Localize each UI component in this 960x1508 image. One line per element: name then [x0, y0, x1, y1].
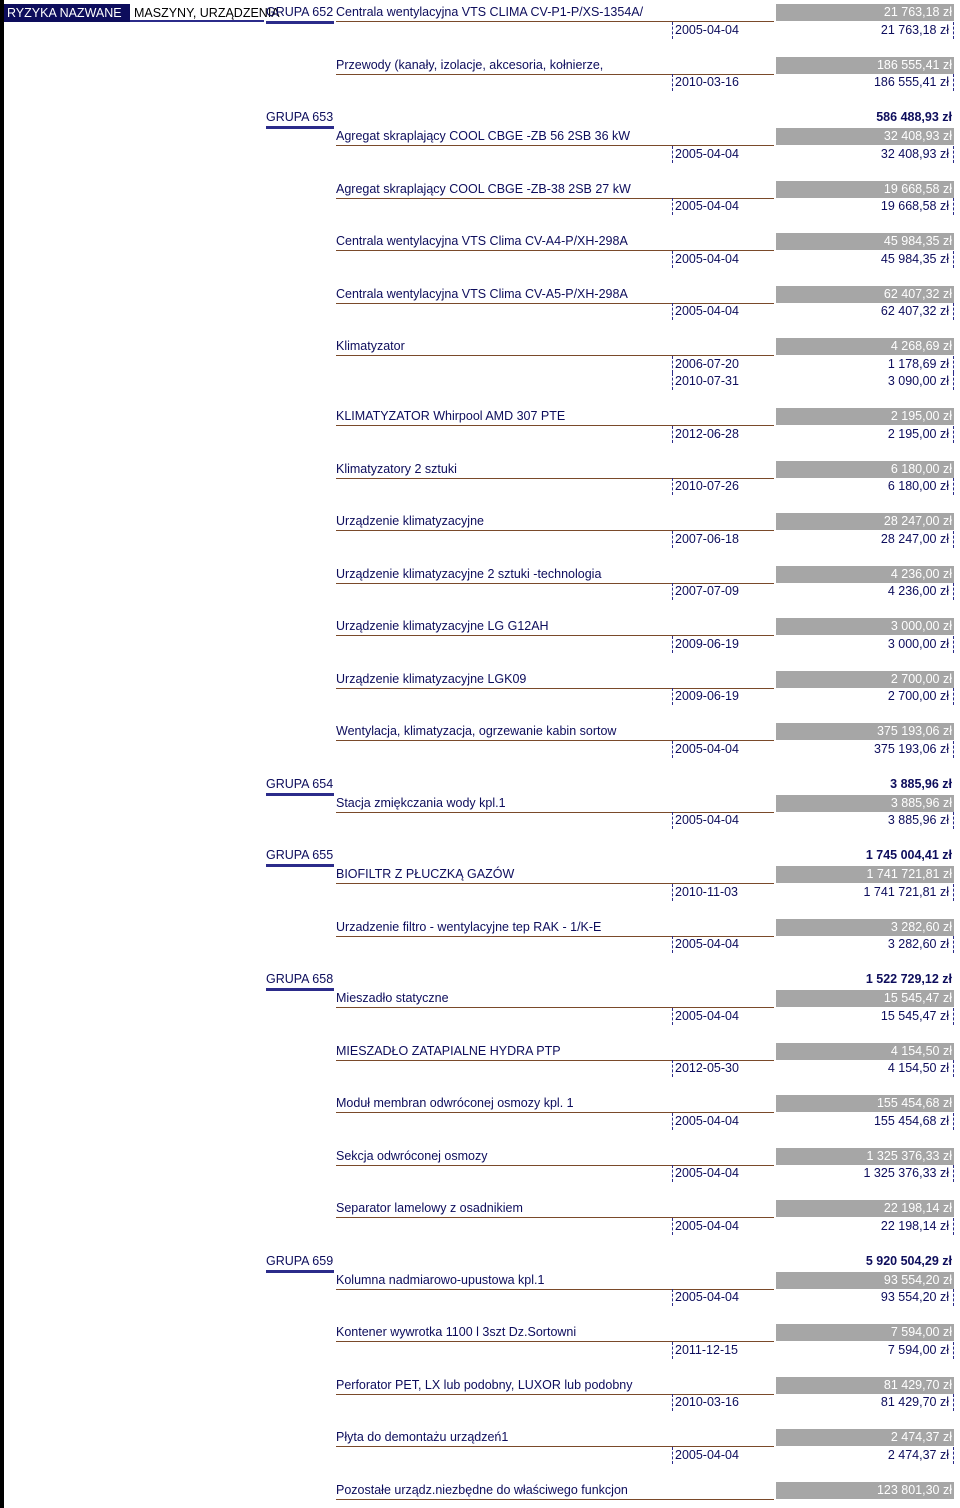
group-label: GRUPA 655	[266, 847, 334, 867]
entry-amount: 7 594,00 zł	[776, 1342, 954, 1359]
entry-amount: 1 178,69 zł	[776, 356, 954, 373]
item-total: 6 180,00 zł	[776, 461, 954, 478]
item-name: Centrala wentylacyjna VTS Clima CV-A4-P/XH-298A	[336, 233, 774, 251]
item-total: 375 193,06 zł	[776, 723, 954, 740]
group-total: 1 522 729,12 zł	[865, 972, 952, 986]
group-total: 1 745 004,41 zł	[865, 848, 952, 862]
entry-date: 2009-06-19	[672, 636, 774, 653]
item-name: Centrala wentylacyjna VTS Clima CV-A5-P/XH-298A	[336, 286, 774, 304]
item-total: 2 195,00 zł	[776, 408, 954, 425]
entry-date: 2007-07-09	[672, 583, 774, 600]
item-name: Płyta do demontażu urządzeń1	[336, 1429, 774, 1447]
group-label: GRUPA 652	[266, 4, 334, 24]
item-total: 7 594,00 zł	[776, 1324, 954, 1341]
item-name: Urządzenie klimatyzacyjne LG G12AH	[336, 618, 774, 636]
entry-amount: 1 325 376,33 zł	[776, 1165, 954, 1182]
entry-amount: 93 554,20 zł	[776, 1289, 954, 1306]
entry-amount: 3 885,96 zł	[776, 812, 954, 829]
entry-date: 2005-04-04	[672, 22, 774, 39]
risk-type-header: RYZYKA NAZWANE	[4, 4, 130, 22]
entry-amount: 3 282,60 zł	[776, 936, 954, 953]
entry-amount: 4 236,00 zł	[776, 583, 954, 600]
item-total: 123 801,30 zł	[776, 1482, 954, 1499]
group-total: 5 920 504,29 zł	[865, 1253, 952, 1268]
item-name: Moduł membran odwróconej osmozy kpl. 1	[336, 1095, 774, 1113]
entry-date: 2005-04-04	[672, 812, 774, 829]
item-name: Centrala wentylacyjna VTS CLIMA CV-P1-P/XS-1354A/	[336, 4, 774, 22]
entry-date: 2005-04-04	[672, 198, 774, 215]
item-name: MIESZADŁO ZATAPIALNE HYDRA PTP	[336, 1043, 774, 1061]
group-label: GRUPA 658	[266, 971, 334, 991]
entry-date: 2005-04-04	[672, 1113, 774, 1130]
entry-date: 2005-04-04	[672, 741, 774, 758]
entry-date: 2010-07-26	[672, 478, 774, 495]
item-name: Mieszadło statyczne	[336, 990, 774, 1008]
item-name: Stacja zmiękczania wody kpl.1	[336, 795, 774, 813]
item-name: Agregat skraplający COOL CBGE -ZB 56 2SB 36 kW	[336, 128, 774, 146]
item-name: Urządzenie klimatyzacyjne 2 sztuki -technologia	[336, 566, 774, 584]
item-total: 19 668,58 zł	[776, 181, 954, 198]
entry-date: 2010-11-03	[672, 884, 774, 901]
item-total: 45 984,35 zł	[776, 233, 954, 250]
entry-amount: 186 555,41 zł	[776, 74, 954, 91]
item-total: 1 741 721,81 zł	[776, 866, 954, 883]
entry-amount: 62 407,32 zł	[776, 303, 954, 320]
item-name: Urzadzenie filtro - wentylacyjne tep RAK - 1/K-E	[336, 919, 774, 937]
entry-date: 2012-05-30	[672, 1060, 774, 1077]
entry-date: 2006-07-20	[672, 356, 774, 373]
entry-amount: 375 193,06 zł	[776, 741, 954, 758]
entry-amount: 4 154,50 zł	[776, 1060, 954, 1077]
entry-date: 2007-06-18	[672, 531, 774, 548]
item-total: 22 198,14 zł	[776, 1200, 954, 1217]
item-name: Wentylacja, klimatyzacja, ogrzewanie kabin sortow	[336, 723, 774, 741]
item-name: BIOFILTR Z PŁUCZKĄ GAZÓW	[336, 866, 774, 884]
entry-amount: 155 454,68 zł	[776, 1113, 954, 1130]
entry-date: 2009-06-19	[672, 688, 774, 705]
entry-amount: 22 198,14 zł	[776, 1218, 954, 1235]
entry-amount: 45 984,35 zł	[776, 251, 954, 268]
entry-amount: 19 668,58 zł	[776, 198, 954, 215]
group-label: GRUPA 654	[266, 776, 334, 796]
item-total: 28 247,00 zł	[776, 513, 954, 530]
entry-amount: 2 195,00 zł	[776, 426, 954, 443]
item-total: 81 429,70 zł	[776, 1377, 954, 1394]
entry-date: 2005-04-04	[672, 1218, 774, 1235]
item-total: 62 407,32 zł	[776, 286, 954, 303]
entry-date: 2010-03-16	[672, 74, 774, 91]
item-total: 1 325 376,33 zł	[776, 1148, 954, 1165]
item-name: Separator lamelowy z osadnikiem	[336, 1200, 774, 1218]
item-name: Klimatyzator	[336, 338, 774, 356]
item-total: 15 545,47 zł	[776, 990, 954, 1007]
item-total: 4 154,50 zł	[776, 1043, 954, 1060]
entry-date: 2011-12-15	[672, 1342, 774, 1359]
entry-amount: 2 700,00 zł	[776, 688, 954, 705]
item-name: Urządzenie klimatyzacyjne LGK09	[336, 671, 774, 689]
sheet-left-border	[0, 0, 4, 1508]
entry-date: 2005-04-04	[672, 1165, 774, 1182]
item-total: 21 763,18 zł	[776, 4, 954, 21]
item-total: 155 454,68 zł	[776, 1095, 954, 1112]
item-total: 3 000,00 zł	[776, 618, 954, 635]
entry-date: 2010-07-31	[672, 373, 774, 390]
group-label: GRUPA 653	[266, 109, 334, 129]
item-total: 4 268,69 zł	[776, 338, 954, 355]
item-total: 32 408,93 zł	[776, 128, 954, 145]
item-name: Klimatyzatory 2 sztuki	[336, 461, 774, 479]
item-total: 3 282,60 zł	[776, 919, 954, 936]
item-name: Sekcja odwróconej osmozy	[336, 1148, 774, 1166]
item-name: Urządzenie klimatyzacyjne	[336, 513, 774, 531]
entry-amount: 3 090,00 zł	[776, 373, 954, 390]
item-total: 4 236,00 zł	[776, 566, 954, 583]
item-total: 186 555,41 zł	[776, 57, 954, 74]
entry-amount: 21 763,18 zł	[776, 22, 954, 39]
item-name: Agregat skraplający COOL CBGE -ZB-38 2SB 27 kW	[336, 181, 774, 199]
item-name: Perforator PET, LX lub podobny, LUXOR lub podobny	[336, 1377, 774, 1395]
entry-date: 2005-04-04	[672, 146, 774, 163]
item-name: Kolumna nadmiarowo-upustowa kpl.1	[336, 1272, 774, 1290]
entry-date: 2005-04-04	[672, 936, 774, 953]
entry-date: 2012-06-28	[672, 426, 774, 443]
entry-date: 2005-04-04	[672, 251, 774, 268]
item-name: Pozostałe urządz.niezbędne do właściwego funkcjon	[336, 1482, 774, 1500]
group-total: 3 885,96 zł	[890, 776, 952, 791]
item-name: Kontener wywrotka 1100 l 3szt Dz.Sortowni	[336, 1324, 774, 1342]
entry-date: 2005-04-04	[672, 1447, 774, 1464]
entry-amount: 1 741 721,81 zł	[776, 884, 954, 901]
entry-amount: 15 545,47 zł	[776, 1008, 954, 1025]
entry-amount: 2 474,37 zł	[776, 1447, 954, 1464]
item-total: 3 885,96 zł	[776, 795, 954, 812]
entry-date: 2005-04-04	[672, 303, 774, 320]
item-name: Przewody (kanały, izolacje, akcesoria, kołnierze,	[336, 57, 774, 75]
group-label: GRUPA 659	[266, 1253, 334, 1273]
item-total: 93 554,20 zł	[776, 1272, 954, 1289]
group-total: 586 488,93 zł	[876, 110, 952, 124]
item-total: 2 474,37 zł	[776, 1429, 954, 1446]
entry-date: 2005-04-04	[672, 1008, 774, 1025]
entry-amount: 32 408,93 zł	[776, 146, 954, 163]
entry-amount: 28 247,00 zł	[776, 531, 954, 548]
item-total: 2 700,00 zł	[776, 671, 954, 688]
entry-amount: 3 000,00 zł	[776, 636, 954, 653]
category-header: MASZYNY, URZĄDZENIA	[130, 4, 264, 22]
entry-amount: 81 429,70 zł	[776, 1394, 954, 1411]
entry-date: 2005-04-04	[672, 1289, 774, 1306]
item-name: KLIMATYZATOR Whirpool AMD 307 PTE	[336, 408, 774, 426]
entry-date: 2010-03-16	[672, 1394, 774, 1411]
entry-amount: 6 180,00 zł	[776, 478, 954, 495]
